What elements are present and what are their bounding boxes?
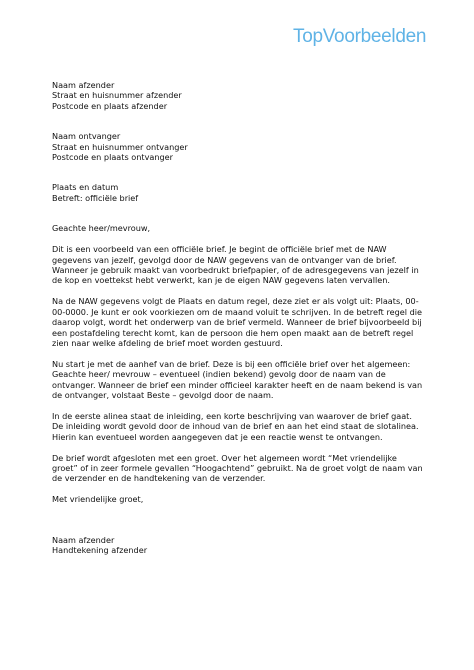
paragraph-1: Dit is een voorbeeld van een officiële brief. Je begint de officiële brief met de NAW gegevens van jezelf, gevolgd door de NAW gegevens van de ontvanger van de brief. Wanneer je gebruik maakt van voorbedrukt briefpapier, of de adresgegevens van jezelf in de kop en voettekst hebt verwerkt, kan je de eigen NAW gegevens laten vervallen.: [52, 244, 419, 286]
salutation: Geachte heer/mevrouw,: [52, 223, 151, 234]
place-date: Plaats en datum: [52, 182, 119, 193]
recipient-city: Postcode en plaats ontvanger: [52, 152, 174, 163]
sender-street: Straat en huisnummer afzender: [52, 90, 182, 101]
logo-text-top: Top: [293, 26, 323, 47]
sender-name: Naam afzender: [52, 80, 115, 90]
subject-line: Betreft: officiële brief: [52, 192, 139, 203]
letter: [52, 80, 424, 556]
recipient-address: [52, 131, 424, 162]
signature-handwriting-label: Handtekening afzender: [52, 545, 148, 556]
paragraph-2: Na de NAW gegevens volgt de Plaats en datum regel, deze ziet er als volgt uit: Plaats, 00-00-0000. Je kunt er ook voorkiezen om de maand voluit te schrijven. In de betreft regel die daarop volgt, wordt het onderwerp van de brief vermeld. Wanneer de brief bijvoorbeeld bij een postafdeling terecht komt, kan de persoon die hem open maakt aan de betreft regel zien naar welke afdeling de brief moet worden gestuurd.: [52, 296, 423, 348]
signature-name: Naam afzender: [52, 534, 115, 545]
recipient-name: Naam ontvanger: [52, 131, 121, 142]
paragraph-3: Nu start je met de aanhef van de brief. Deze is bij een officiële brief over het algemeen: Geachte heer/ mevrouw – eventueel (indien bekend) gevolg door de naam van de ontvanger. Wanneer de brief een minder officieel karakter heeft en de naam bekend is van de ontvanger, volstaat Beste – gevolgd door de naam.: [52, 358, 423, 401]
sender-address: [52, 80, 424, 111]
paragraph-5: De brief wordt afgesloten met een groet. Over het algemeen wordt “Met vriendelijke groet” of in zeer formele gevallen “Hoogachtend” gebruikt. Na de groet volgt de naam van de verzender en de handtekening van de verzender.: [52, 452, 423, 484]
recipient-street: Straat en huisnummer ontvanger: [52, 141, 188, 152]
sender-city: Postcode en plaats afzender: [52, 100, 168, 111]
logo: [293, 26, 426, 48]
closing: Met vriendelijke groet,: [52, 494, 144, 505]
signature-block: [52, 535, 424, 556]
logo-text-voorbeelden: Voorbeelden: [322, 26, 427, 47]
paragraph-4: In de eerste alinea staat de inleiding, een korte beschrijving van waarover de brief gaat. De inleiding wordt gevold door de inhoud van de brief en aan het eind staat de slotalinea. Hierin kan eventueel worden aangegeven dat je een reactie wenst te ontvangen.: [52, 410, 419, 442]
